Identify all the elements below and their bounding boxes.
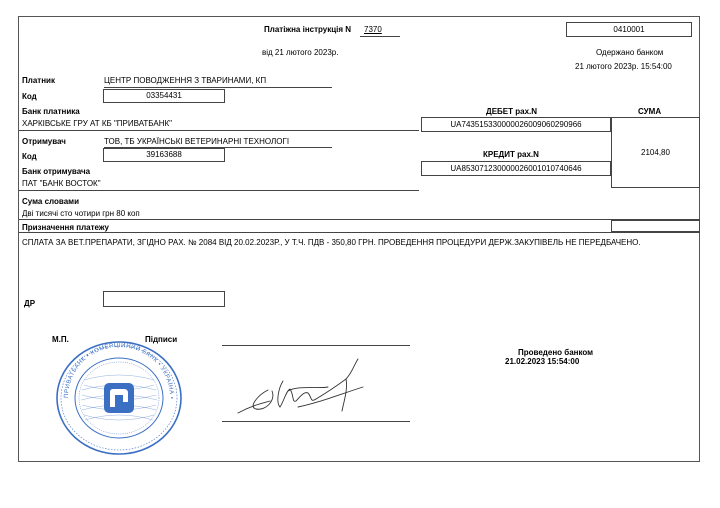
payer-label: Платник [22,76,55,85]
recipient-label: Отримувач [22,137,66,146]
payer-bank: ХАРКІВСЬКЕ ГРУ АТ КБ "ПРИВАТБАНК" [22,119,172,128]
dr-box [103,291,225,307]
recipient-bank: ПАТ "БАНК ВОСТОК" [22,179,101,188]
mp-label: М.П. [52,335,69,344]
payer-name: ЦЕНТР ПОВОДЖЕННЯ З ТВАРИНАМИ, КП [104,76,267,85]
recipient-name: ТОВ, ТБ УКРАЇНСЬКІ ВЕТЕРИНАРНІ ТЕХНОЛОГІ [104,137,290,146]
payer-name-line [104,87,332,88]
document-title: Платіжна інструкція N [264,25,352,34]
recipient-code-label: Код [22,152,37,161]
purpose-label: Призначення платежу [22,223,110,232]
credit-account-box: UA853071230000026001010740646 [421,161,611,176]
signatures-label: Підписи [145,335,178,344]
recipient-code-box: 39163688 [103,148,225,162]
purpose-value: СПЛАТА ЗА ВЕТ.ПРЕПАРАТИ, ЗГІДНО РАХ. № 2084 ВІД 20.02.2023Р., У Т.Ч. ПДВ - 350,80 ГРН. ПРОВЕДЕННЯ ПРОЦЕДУРИ ДЕРЖ.ЗАКУПІВЕЛЬ НЕ ПЕРЕДБАЧЕНО. [22,238,641,247]
privatbank-stamp-icon [54,340,184,456]
recipient-bank-label: Банк отримувача [22,167,91,176]
amount-words-label: Сума словами [22,197,80,206]
document-date: від 21 лютого 2023р. [262,48,339,57]
stamp-ring-text: ПРИВАТБАНК • КОМЕРЦІЙНИЙ БАНК • УКРАЇНА • [63,342,175,400]
debit-account-box: UA743515330000026009060290966 [421,117,611,132]
amount-words-value: Дві тисячі сто чотири грн 80 коп [22,209,140,218]
sum-box: 2104,80 [611,117,700,188]
credit-label: КРЕДИТ рах.N [483,150,539,159]
received-label: Одержано банком [596,48,664,57]
sum-label: СУМА [638,107,662,116]
document-number: 7370 [364,25,382,34]
processed-date: 21.02.2023 15:54:00 [505,357,580,366]
amount-words-line [19,219,700,220]
payer-code-label: Код [22,92,37,101]
dr-label: ДР [24,299,36,308]
title-underline [360,36,400,37]
received-date: 21 лютого 2023р. 15:54:00 [575,62,672,71]
form-code-box: 0410001 [566,22,692,37]
purpose-top-line [19,232,700,233]
signature-icon [228,345,388,425]
payer-bank-line [19,130,419,131]
payer-code-box: 03354431 [103,89,225,103]
processed-label: Проведено банком [518,348,594,357]
purpose-side-box [611,220,700,232]
debit-label: ДЕБЕТ рах.N [486,107,538,116]
payer-bank-label: Банк платника [22,107,80,116]
recipient-bank-line [19,190,419,191]
